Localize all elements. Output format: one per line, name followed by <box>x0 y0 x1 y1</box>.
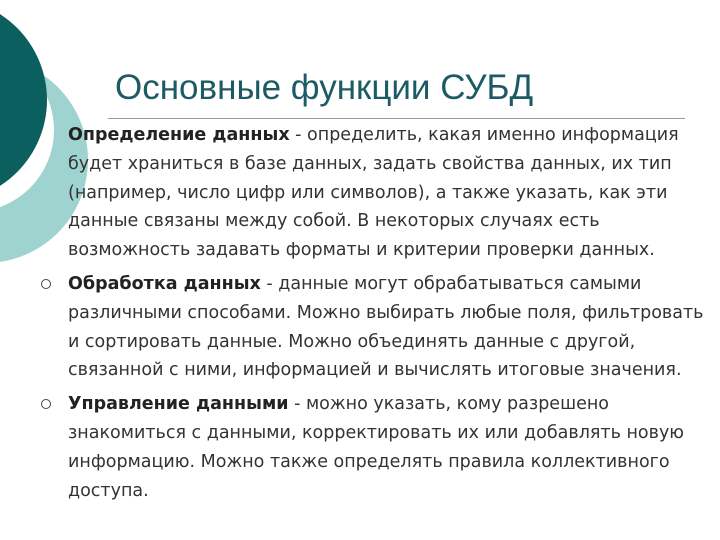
function-list <box>0 121 720 510</box>
item-text: - определить, какая именно информация будет храниться в базе данных, задать свойства данных, их тип (например, число цифр или символов), а также указать, как эти данные связаны между собой. В некоторых случаях есть возможность задавать форматы и критерии проверки данных. <box>68 125 679 261</box>
list-item-data-processing <box>0 270 720 385</box>
slide-title: Основные функции СУБД <box>115 68 534 107</box>
title-divider <box>108 118 685 119</box>
list-item-data-management <box>0 390 720 505</box>
circle-bullet-icon <box>41 399 51 409</box>
item-term: Определение данных <box>68 125 290 145</box>
list-item-data-definition <box>0 121 720 265</box>
circle-bullet-icon <box>41 279 51 289</box>
item-text: - можно указать, кому разрешено знакомиться с данными, корректировать их или добавлять новую информацию. Можно также определять правила коллективного доступа. <box>68 394 685 501</box>
item-term: Управление данными <box>68 394 289 415</box>
item-text: - данные могут обрабатываться самыми различными способами. Можно выбирать любые поля, фильтровать и сортировать данные. Можно объединять данные с другой, связанной с ними, информацией и вычислять итоговые значения. <box>68 273 704 381</box>
item-term: Обработка данных <box>68 273 261 294</box>
